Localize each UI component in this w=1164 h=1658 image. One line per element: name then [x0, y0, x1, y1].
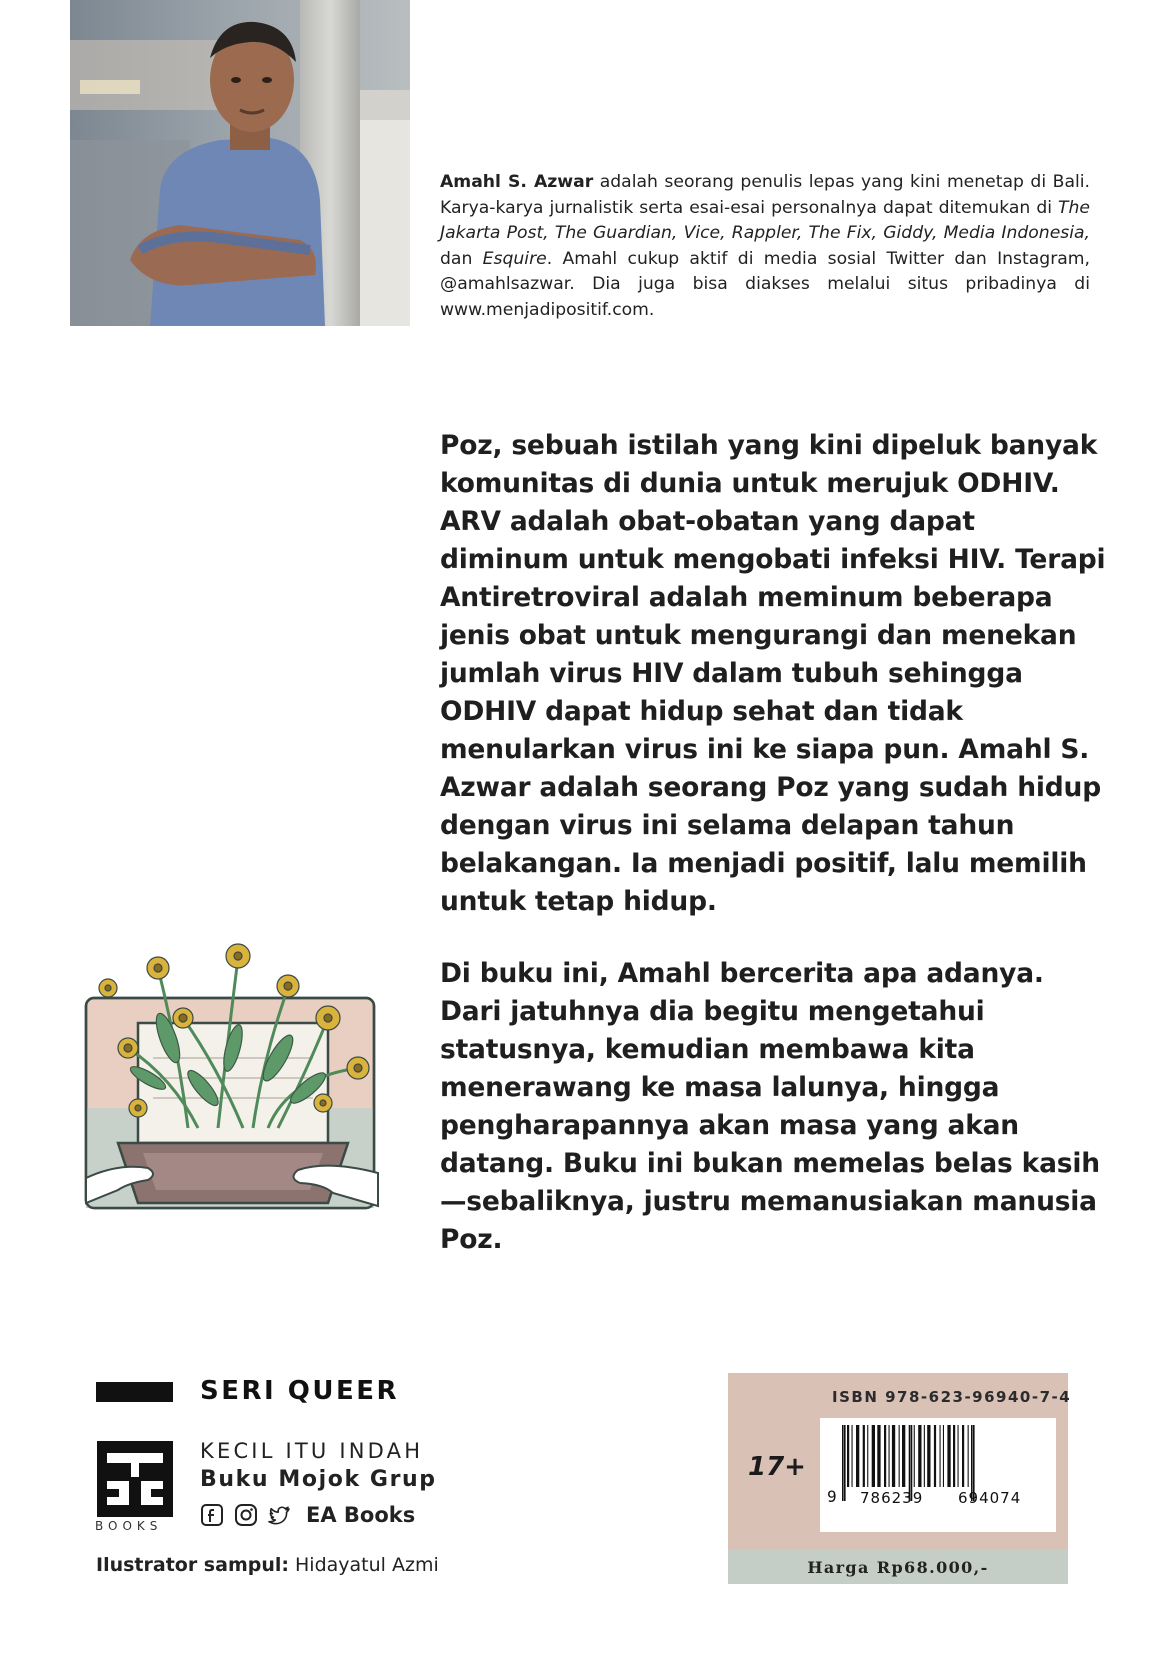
- barcode-bar: [899, 1425, 900, 1487]
- barcode-bar: [940, 1425, 941, 1487]
- barcode-bar: [953, 1425, 955, 1487]
- blurb-text-1: Poz, sebuah istilah yang kini dipeluk banyak komunitas di dunia untuk merujuk ODHIV. ARV adalah obat-obatan yang dapat diminum untuk mengobati infeksi HIV. Terapi Antiretroviral adalah meminum beberapa jenis obat untuk mengurangi dan menekan jumlah virus HIV dalam tubuh sehingga ODHIV dapat hidup sehat dan tidak menularkan virus ini ke siapa pun. Amahl S. Azwar adalah seorang Poz yang sudah hidup dengan virus ini selama delapan tahun belakangan. Ia menjadi positif, lalu memilih untuk tetap hidup.: [440, 430, 1106, 917]
- ea-books-logo: [97, 1441, 173, 1517]
- series-title: SERI QUEER: [200, 1376, 399, 1406]
- barcode-bar: [863, 1425, 865, 1487]
- isbn-number: ISBN 978-623-96940-7-4: [832, 1388, 1072, 1406]
- social-handle: EA Books: [306, 1503, 416, 1527]
- barcode-left-digits: 786239: [860, 1489, 924, 1507]
- barcode-bar: [914, 1425, 915, 1487]
- barcode-bar: [943, 1425, 944, 1487]
- bio-text-2: . Amahl cukup aktif di media sosial Twitter dan Instagram, @amahlsazwar. Dia juga bisa diakses melalui situs pribadinya di www.menjadipositif.com.: [440, 248, 1090, 320]
- series-bar: [96, 1382, 173, 1402]
- price: Harga Rp68.000,-: [807, 1557, 989, 1577]
- social-links: [200, 1500, 415, 1530]
- barcode-bar: [947, 1425, 950, 1487]
- barcode-bar: [892, 1425, 895, 1487]
- blurb-paragraph-2: [440, 955, 1110, 1259]
- barcode-bar: [867, 1425, 868, 1487]
- illustrator-label: Ilustrator sampul:: [96, 1554, 289, 1576]
- author-bio: [440, 170, 1090, 324]
- barcode-bar: [884, 1425, 886, 1487]
- author-photo: [70, 0, 410, 326]
- barcode-bar: [924, 1425, 925, 1487]
- age-rating: 17+: [748, 1452, 806, 1482]
- barcode-right-digits: 694074: [958, 1489, 1022, 1507]
- barcode-bar: [852, 1425, 853, 1487]
- price-strip: [728, 1550, 1068, 1584]
- publisher-name: Buku Mojok Grup: [200, 1467, 437, 1492]
- bio-text-1: adalah seorang penulis lepas yang kini menetap di Bali. Karya-karya jurnalistik serta esai-esai personalnya dapat ditemukan di: [440, 172, 1090, 218]
- barcode-bar: [918, 1425, 921, 1487]
- publisher-tagline: KECIL ITU INDAH: [200, 1439, 424, 1463]
- bio-last-publication: Esquire: [482, 248, 547, 269]
- facebook-icon[interactable]: [200, 1503, 224, 1527]
- barcode-bar: [962, 1425, 964, 1487]
- bio-publications: The Jakarta Post, The Guardian, Vice, Rappler, The Fix, Giddy, Media Indonesia,: [440, 197, 1090, 244]
- barcode-bar: [902, 1425, 905, 1487]
- barcode-guard-bar: [844, 1425, 846, 1501]
- barcode-bar: [927, 1425, 930, 1487]
- bio-and: dan: [440, 248, 483, 269]
- twitter-icon[interactable]: [268, 1503, 292, 1527]
- barcode-bar: [847, 1425, 849, 1487]
- illustrator-name: Hidayatul Azmi: [288, 1554, 439, 1576]
- logo-label: BOOKS: [95, 1519, 163, 1533]
- barcode-bar: [934, 1425, 936, 1487]
- illustrator-credit: [96, 1554, 439, 1576]
- barcode-guard-bar: [842, 1425, 844, 1501]
- barcode-bar: [968, 1425, 969, 1487]
- barcode-bar: [877, 1425, 880, 1487]
- instagram-icon[interactable]: [234, 1503, 258, 1527]
- author-name: Amahl S. Azwar: [440, 172, 594, 192]
- blurb-text-2: Di buku ini, Amahl bercerita apa adanya. Dari jatuhnya dia begitu mengetahui statusnya, kemudian membawa kita menerawang ke masa lalunya, hingga pengharapannya akan masa yang akan datang. Buku ini bukan memelas belas kasih—sebaliknya, justru memanusiakan manusia Poz.: [440, 958, 1100, 1255]
- barcode-bar: [872, 1425, 875, 1487]
- blurb-paragraph-1: [440, 427, 1110, 921]
- barcode-bar: [856, 1425, 859, 1487]
- barcode-bar: [889, 1425, 890, 1487]
- barcode-first-digit: 9: [827, 1487, 837, 1506]
- barcode-bar: [958, 1425, 959, 1487]
- cover-illustration: [78, 928, 388, 1218]
